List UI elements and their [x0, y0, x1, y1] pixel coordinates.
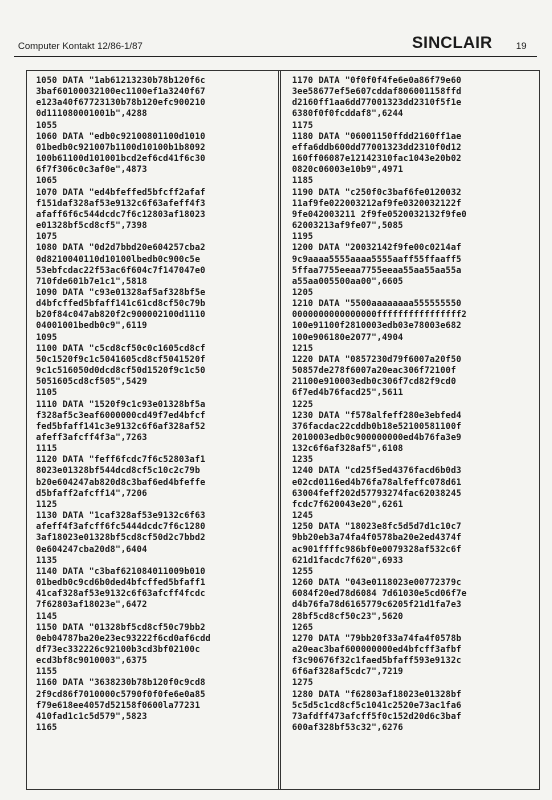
listing-line: a55aa005500aa00",6605 [292, 276, 404, 287]
listing-line: 621d1facdc7f620",6933 [292, 555, 404, 566]
listing-line: 28bf5cd8cf50c23",5620 [292, 611, 404, 622]
page-header [14, 34, 538, 56]
listing-line: 1195 [292, 232, 314, 243]
listing-line: 1280 DATA "f62803af18023e01328bf [292, 689, 462, 700]
listing-line: 1100 DATA "c5cd8cf50c0c1605cd8cf [36, 343, 206, 354]
listing-line: 1235 [292, 455, 314, 466]
listing-line: 1060 DATA "edb0c92100801100d1010 [36, 131, 206, 142]
listing-line: 1150 DATA "01328bf5cd8cf50c79bb2 [36, 622, 206, 633]
listing-line: 0820c06003e10b9",4971 [292, 165, 404, 176]
listing-line: 6084f20ed78d6084 7d61030e5cd06f7e [292, 589, 467, 600]
listing-line: 1070 DATA "ed4bfeffed5bfcff2afaf [36, 187, 206, 198]
listing-line: 5ffaa7755eeaa7755eeaa55aa55aa55a [292, 265, 462, 276]
listing-line: 0eb04787ba20e23ec93222f6cd0af6cdd [36, 633, 211, 644]
listing-line: 376facdac22cddb0b18e52100581100f [292, 421, 462, 432]
listing-line: 1115 [36, 444, 58, 455]
listing-line: 6380f0f0fcddaf8",6244 [292, 109, 404, 120]
basic-listing-left [32, 76, 280, 734]
listing-line: f79e618ee4057d52158f0600la77231 [36, 700, 201, 711]
listing-line: 1215 [292, 343, 314, 354]
listing-line: 53ebfcdac22f53ac6f604c7f147047e0 [36, 265, 206, 276]
listing-line: 710fde601b7e1c1",5818 [36, 276, 148, 287]
listing-line: 1175 [292, 120, 314, 131]
listing-line: f3c90676f32c1faed5bfaff593e9132c [292, 656, 462, 667]
listing-line: 1080 DATA "0d2d7bbd20e604257cba2 [36, 243, 206, 254]
listing-line: 1050 DATA "1ab61213230b78b120f6c [36, 76, 206, 86]
listing-line: 9c9aaaa5555aaaa5555aaff55ffaaff5 [292, 254, 462, 265]
listing-line: 5051605cd8cf505",5429 [36, 377, 148, 388]
listing-line: d4bfcffed5bfaff141c61cd8cf50c79b [36, 299, 206, 310]
listing-line: d5bfaff2afcff14",7206 [36, 488, 148, 499]
listing-line: 1090 DATA "c93e01328af5af328bf5e [36, 287, 206, 298]
listing-line: 132c6f6af328af5",6108 [292, 444, 404, 455]
listing-line: 9c1c516050d0dcd8cf50d1520f9c1c50 [36, 366, 206, 377]
listing-line: 0d111080001001b",4288 [36, 109, 148, 120]
listing-line: 6f6af328af5cdc7",7219 [292, 667, 404, 678]
listing-line: 1155 [36, 667, 58, 678]
listing-line: 160ff06087e12142310fac1043e20b02 [292, 154, 462, 165]
listing-line: 1260 DATA "043e0118023e00772379c [292, 578, 462, 589]
listing-line: 1140 DATA "c3baf621084011009b010 [36, 566, 206, 577]
listing-line: 1065 [36, 176, 58, 187]
listing-line: 3baf60100032100ec1100ef1a3240f67 [36, 87, 206, 98]
listing-line: 5c5d5c1cd8cf5c1041c2520e73ac1fa6 [292, 700, 462, 711]
listing-line: 6f7f306c0c3af0e",4873 [36, 165, 148, 176]
listing-line: 11af9fe022003212af9fe0320032122f [292, 198, 462, 209]
listing-line: 1255 [292, 566, 314, 577]
listing-line: 1265 [292, 622, 314, 633]
listing-line: effa6ddb600dd77001323dd2310f0d12 [292, 142, 462, 153]
listing-line: 0e604247cba20d8",6404 [36, 544, 148, 555]
listing-line: afeff4f3afcff6fc5444dcdc7f6c1280 [36, 522, 206, 533]
listing-line: 50857de278f6007a20eac306f72100f [292, 366, 457, 377]
listing-line: 63004feff202d57793274fac62038245 [292, 488, 462, 499]
listing-line: 21100e910003edb0c306f7cd82f9cd0 [292, 377, 457, 388]
listing-line: 1165 [36, 723, 58, 734]
listing-line: 1110 DATA "1520f9c1c93e01328bf5a [36, 399, 206, 410]
listing-line: 0d8210040110d10100lbedb0c900c5e [36, 254, 201, 265]
listing-line: df73ec332226c92100b3cd3bf02100c [36, 644, 201, 655]
listing-line: 1120 DATA "feff6fcdc7f6c52803af1 [36, 455, 206, 466]
listing-line: e01328bf5cd8cf5",7398 [36, 221, 148, 232]
listing-line: 100b61100d101001bcd2ef6cd41f6c30 [36, 154, 206, 165]
listing-line: 9fe042003211 2f9fe0520032132f9fe0 [292, 209, 467, 220]
listing-line: 1225 [292, 399, 314, 410]
listing-line: d2160ff1aa6dd77001323dd2310f5f1e [292, 98, 462, 109]
listing-line: 1055 [36, 120, 58, 131]
listing-line: 41caf328af53e9132c6f63afcff4fcdc [36, 589, 206, 600]
listing-line: 01bedb0c921007b1100d10100b1b8092 [36, 142, 206, 153]
listing-line: 1250 DATA "18023e8fc5d5d7d1c10c7 [292, 522, 462, 533]
listing-line: 600af328bf53c32",6276 [292, 723, 404, 734]
listing-line: 1145 [36, 611, 58, 622]
listing-line: 0000000000000000ffffffffffffffff2 [292, 310, 467, 321]
listing-line: 01bedb0c9cd6b0ded4bfcffed5bfaff1 [36, 578, 206, 589]
listing-line: fcdc7f620043e20",6261 [292, 499, 404, 510]
listing-line: 1125 [36, 499, 58, 510]
listing-line: 1105 [36, 388, 58, 399]
listing-line: 8023e01328bf544dcd8cf5c10c2c79b [36, 466, 201, 477]
listing-line: afeff3afcff4f3a",7263 [36, 433, 148, 443]
listing-line: 73afdff473afcff5f0c152d20d6c3baf [292, 711, 462, 722]
listing-line: 1130 DATA "1caf328af53e9132c6f63 [36, 511, 206, 522]
listing-line: 1200 DATA "20032142f9fe00c0214af [292, 243, 462, 254]
listing-line: 9bb20eb3a74fa4f0578ba20e2ed4374f [292, 533, 462, 544]
listing-line: 1220 DATA "0857230d79f6007a20f50 [292, 354, 462, 365]
listing-line: ac901ffffc986bf0e0079328af532c6f [292, 544, 462, 555]
listing-line: 3af18023e01328bf5cd8cf50d2c7bbd2 [36, 533, 206, 544]
listing-line: 100e906180e2077",4904 [292, 332, 404, 343]
listing-line: afaff6f6c544dcdc7f6c12803af18023 [36, 209, 206, 220]
listing-line: 100e91100f2810003edb03e78003e682 [292, 321, 462, 332]
listing-line: 1210 DATA "5500aaaaaaaa555555550 [292, 299, 462, 310]
listing-line: f328af5c3eaf6000000cd49f7ed4bfcf [36, 410, 206, 421]
listing-line: 1095 [36, 332, 58, 343]
listing-line: 62003213af9fe07",5085 [292, 221, 404, 232]
listing-line: 1230 DATA "f578alfeff280e3ebfed4 [292, 410, 462, 421]
listing-line: 1240 DATA "cd25f5ed4376facd6b0d3 [292, 466, 462, 477]
listing-line: ecd3bf8c9010003",6375 [36, 656, 148, 667]
listing-line: 1270 DATA "79bb20f33a74fa4f0578b [292, 633, 462, 644]
magazine-title: Computer Kontakt 12/86-1/87 [18, 41, 143, 52]
listing-line: 3ee58677ef5e607cddaf806001158ffd [292, 87, 462, 98]
listing-line: 50c1520f9c1c5041605cd8cf5041520f [36, 354, 206, 365]
listing-line: b20e604247ab820d8c3baf6ed4bfeffe [36, 477, 206, 488]
section-brand: SINCLAIR [412, 34, 493, 52]
listing-line: e02cd0116ed4b76fa78alfeffc078d61 [292, 477, 462, 488]
listing-line: f151daf328af53e9132c6f63afeff4f3 [36, 198, 206, 209]
listing-line: d4b76fa78d6165779c6205f21d1fa7e3 [292, 600, 462, 611]
listing-line: 7f62803af18023e",6472 [36, 600, 148, 611]
listing-line: 1180 DATA "06001150ffdd2160ff1ae [292, 131, 462, 142]
listing-line: 1135 [36, 555, 58, 566]
listing-column-left [26, 70, 281, 790]
listing-line: 1205 [292, 287, 314, 298]
listing-line: 410fad1c1c5d579",5823 [36, 711, 148, 722]
listing-line: 1075 [36, 232, 58, 243]
listing-line: 1190 DATA "c250f0c3baf6fe0120032 [292, 187, 462, 198]
listing-line: 1185 [292, 176, 314, 187]
listing-line: 2010003edb0c900000000ed4b76fa3e9 [292, 433, 462, 443]
header-rule [14, 56, 537, 57]
listing-line: fed5bfaff141c3e9132c6f6af328af52 [36, 421, 206, 432]
listing-line: 1170 DATA "0f0f0f4fe6e0a86f79e60 [292, 76, 462, 86]
listing-line: 1245 [292, 511, 314, 522]
listing-column-right [278, 70, 540, 790]
listing-line: e123a40f67723130b78b120efc900210 [36, 98, 206, 109]
listing-line: 1160 DATA "3638230b78b120f0c9cd8 [36, 678, 206, 689]
listing-line: 2f9cd86f7010000c5790f0f0fe6e0a85 [36, 689, 206, 700]
listing-line: b20f84c047ab820f2c900002100d1110 [36, 310, 206, 321]
listing-line: 04001001bedb0c9",6119 [36, 321, 148, 332]
listing-line: 1275 [292, 678, 314, 689]
page-number: 19 [516, 41, 527, 52]
listing-line: a20eac3baf600000000ed4bfcff3afbf [292, 644, 462, 655]
listing-line: 6f7ed4b76facd25",5611 [292, 388, 404, 399]
basic-listing-right [284, 76, 539, 734]
